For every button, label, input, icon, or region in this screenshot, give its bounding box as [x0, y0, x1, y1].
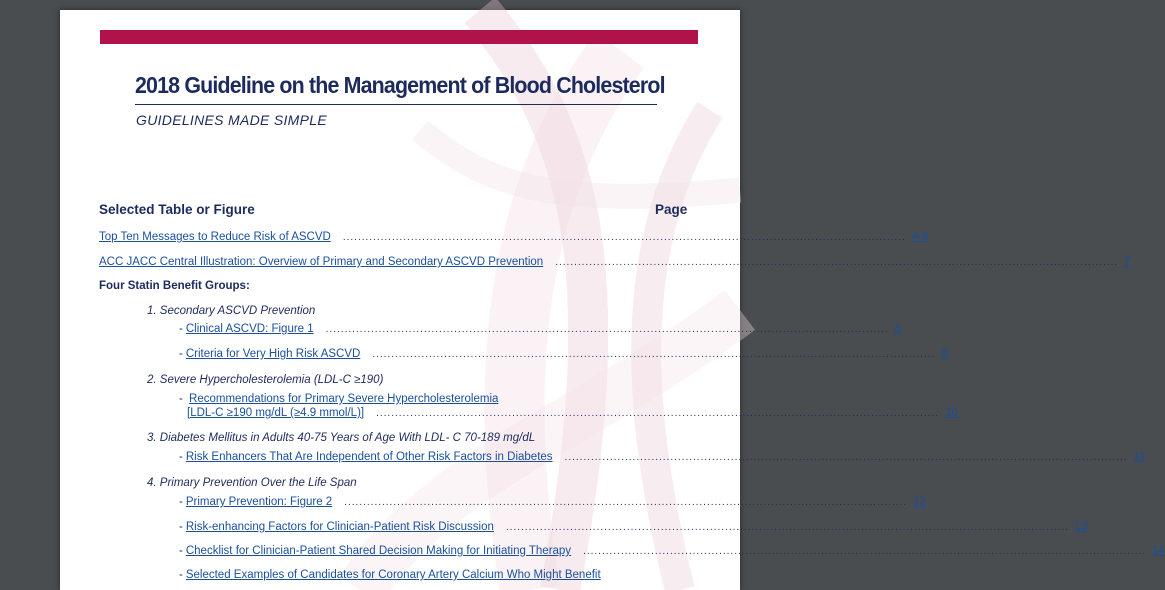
dash-marker: -	[179, 323, 183, 335]
dot-leader: .....................................................................................................................................................	[505, 522, 1069, 533]
toc-row-multiline[interactable]	[179, 393, 498, 405]
dot-leader: .....................................................................................................................................................	[325, 324, 889, 335]
toc-page-number[interactable]: 9	[941, 348, 948, 360]
dash-marker: -	[179, 569, 183, 581]
dot-leader: .....................................................................................................................................................	[564, 452, 1128, 463]
toc-link[interactable]: Clinical ASCVD: Figure 1	[185, 323, 314, 335]
dot-leader: .....................................................................................................................................................	[583, 546, 1147, 557]
toc-page-number[interactable]: 8	[894, 323, 902, 335]
toc-page-number[interactable]: 4-6	[911, 231, 929, 243]
dash-marker: -	[179, 521, 183, 533]
toc-page-header: Page	[655, 202, 688, 217]
toc-column-header: Selected Table or Figure	[99, 202, 255, 217]
group-heading: 4. Primary Prevention Over the Life Span	[147, 477, 357, 489]
toc-row[interactable]	[179, 323, 902, 339]
group-heading: 1. Secondary ASCVD Prevention	[147, 305, 316, 317]
toc-link[interactable]: ACC JACC Central Illustration: Overview of Primary and Secondary ASCVD Prevention	[99, 256, 544, 268]
toc-row[interactable]	[179, 496, 926, 512]
table-of-contents	[60, 10, 1165, 590]
dash-marker: -	[179, 393, 183, 405]
groups-heading: Four Statin Benefit Groups:	[99, 280, 250, 292]
group-heading: 3. Diabetes Mellitus in Adults 40-75 Years of Age With LDL- C 70-189 mg/dL	[147, 432, 536, 444]
toc-page-number[interactable]: 14	[1152, 545, 1165, 557]
dash-marker: -	[179, 496, 183, 508]
group-heading: 2. Severe Hypercholesterolemia (LDL-C ≥190)	[147, 374, 384, 386]
dot-leader: .....................................................................................................................................................	[372, 349, 936, 360]
toc-row[interactable]	[179, 521, 1088, 537]
toc-row[interactable]	[179, 569, 690, 585]
document-page	[60, 10, 1165, 590]
toc-link[interactable]: Risk-enhancing Factors for Clinician-Patient Risk Discussion	[185, 521, 494, 533]
toc-row[interactable]	[179, 451, 1146, 467]
toc-link[interactable]: Risk Enhancers That Are Independent of Other Risk Factors in Diabetes	[185, 451, 553, 463]
toc-link[interactable]: Recommendations for Primary Severe Hypercholesterolemia	[189, 393, 499, 405]
page-title: 2018 Guideline on the Management of Blood Cholesterol	[135, 72, 665, 98]
toc-link[interactable]: Criteria for Very High Risk ASCVD	[185, 348, 361, 360]
toc-link-continued[interactable]: [LDL-C ≥190 mg/dL (≥4.9 mmol/L)]	[187, 407, 365, 419]
dot-leader: .....................................................................................................................................................	[376, 408, 940, 419]
toc-link[interactable]: Checklist for Clinician-Patient Shared Decision Making for Initiating Therapy	[185, 545, 572, 557]
toc-link[interactable]: Top Ten Messages to Reduce Risk of ASCVD	[99, 231, 331, 243]
toc-page-number[interactable]: 13	[1074, 521, 1088, 533]
toc-row[interactable]	[179, 545, 1165, 561]
dash-marker: -	[179, 545, 183, 557]
toc-row[interactable]	[99, 231, 929, 247]
toc-link[interactable]: Selected Examples of Candidates for Coronary Artery Calcium Who Might Benefit	[185, 569, 601, 581]
page-subtitle: GUIDELINES MADE SIMPLE	[136, 112, 327, 128]
dot-leader: .....................................................................................................................................................	[342, 232, 906, 243]
toc-row[interactable]	[179, 348, 948, 364]
toc-page-number[interactable]: 7	[1124, 256, 1131, 268]
toc-link[interactable]: Primary Prevention: Figure 2	[185, 496, 333, 508]
dot-leader: .....................................................................................................................................................	[344, 497, 908, 508]
toc-row[interactable]	[99, 256, 1131, 272]
toc-row[interactable]	[187, 407, 958, 423]
toc-page-number[interactable]: 11	[1133, 451, 1146, 463]
dash-marker: -	[179, 451, 183, 463]
dash-marker: -	[179, 348, 183, 360]
toc-page-number[interactable]: 12	[913, 496, 926, 508]
toc-page-number[interactable]: 10	[945, 407, 958, 419]
dot-leader: .....................................................................................................................................................	[555, 257, 1119, 268]
